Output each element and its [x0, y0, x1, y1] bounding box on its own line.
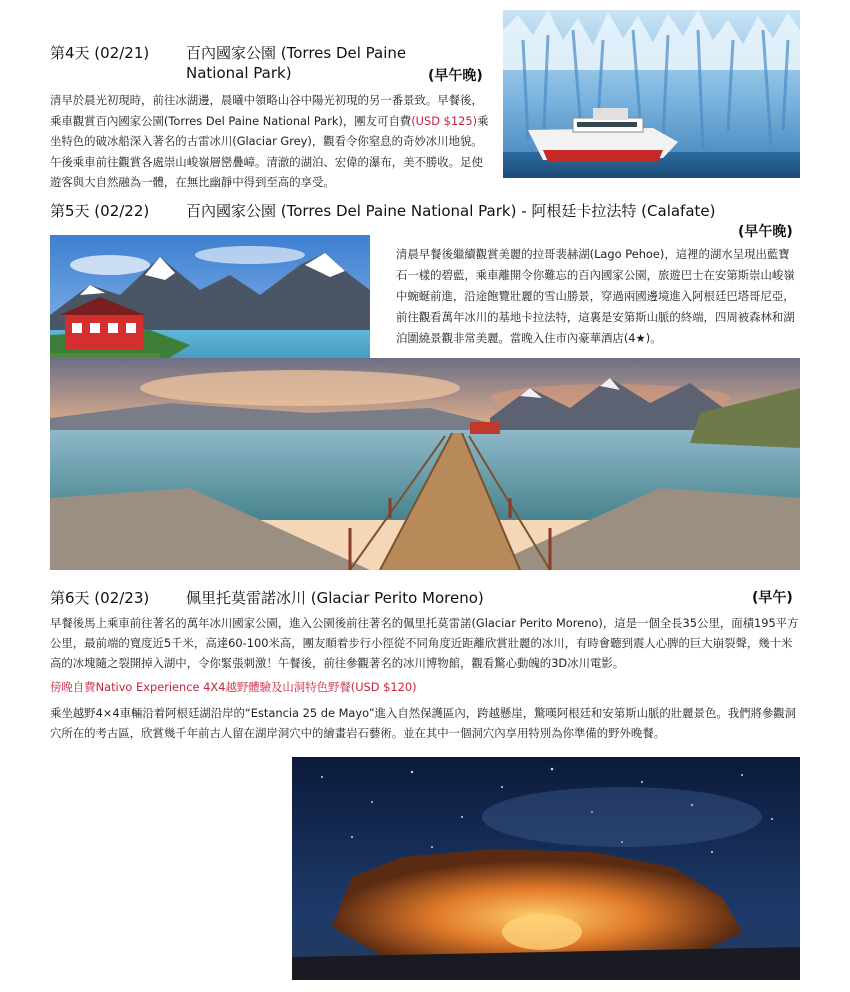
- day6-optional-activity: 傍晚自費Nativo Experience 4X4越野體驗及山洞特色野餐(USD $120): [50, 680, 417, 694]
- day4-description: [50, 90, 490, 193]
- day4-title-line2: National Park): [186, 64, 292, 82]
- day6-activity-description: 乘坐越野4×4車輛沿着阿根廷湖沿岸的“Estancia 25 de Mayo”進入自然保護區內，跨越懸崖，驚嘆阿根廷和安第斯山脈的壯麗景色。我們將參觀洞穴所在的考古區，欣賞幾千年前古人留在湖岸洞穴中的繪畫岩石藝術。並在其中一個洞穴內享用特別為你準備的野外晚餐。: [50, 706, 797, 741]
- day5-title: 百內國家公園 (Torres Del Paine National Park) - 阿根廷卡拉法特 (Calafate): [186, 202, 716, 220]
- day4-title-line1: 百內國家公園 (Torres Del Paine: [186, 44, 407, 62]
- glacier-boat-photo: [503, 10, 800, 178]
- day4-label: 第4天 (02/21): [50, 44, 150, 62]
- night-cave-dinner-photo: [292, 757, 800, 980]
- day6-title: 佩里托莫雷諾冰川 (Glaciar Perito Moreno): [186, 589, 484, 607]
- day6-label: 第6天 (02/23): [50, 589, 150, 607]
- day5-label: 第5天 (02/22): [50, 202, 150, 220]
- day5-meals: (早午晚): [738, 224, 793, 240]
- day5-description: 清晨早餐後繼續觀賞美麗的拉哥裴赫湖(Lago Pehoe)，這裡的湖水呈現出藍寶石一樣的碧藍，乘車離開令你難忘的百內國家公園，旅遊巴士在安第斯崇山峻嶺中蜿蜒前進，沿途飽覽壯麗的雪山勝景，穿過兩國邊境進入阿根廷巴塔哥尼亞，前往觀看萬年冰川的基地卡拉法特，這裏是安第斯山脈的終端，四周被森林和湖泊圍繞景觀非常美麗。當晚入住市內豪華酒店(4★)。: [396, 247, 795, 345]
- day4-text-part2: 乘坐特色的破冰船深入著名的古雷冰川(Glaciar Grey)，觀看令你窒息的奇妙冰川地貌。午後乘車前往觀賞各處崇山峻嶺層巒疊嶂。清澈的湖泊、宏偉的瀑布，美不勝收。足使遊客與大自然融為一體，在無比幽靜中得到至高的享受。: [50, 113, 489, 189]
- day4-text-part1: 清早於晨光初現時，前往冰湖邊，晨曦中領略山谷中陽光初現的另一番景致。早餐後，乘車觀賞百內國家公園(Torres Del Paine National Park)，團友可自費: [50, 93, 483, 128]
- pier-panorama-photo: [50, 358, 800, 570]
- day4-meals: (早午晚): [428, 68, 483, 84]
- day6-meals: (早午): [752, 590, 793, 606]
- day6-description: 早餐後馬上乘車前往著名的萬年冰川國家公園，進入公園後前往著名的佩里托莫雷諾(Glaciar Perito Moreno)，這是一個全長35公里，面積195平方公里，最前端的寬度近5千米，高達60-100米高，團友順着步行小徑從不同角度近距離欣賞壯麗的冰川，有時會聽到震人心脾的巨大崩裂聲，幾十米高的冰塊隨之裂開掉入湖中，令你緊張刺激！午餐後，前往參觀著名的冰川博物館，觀看驚心動魄的3D冰川電影。: [50, 616, 799, 671]
- day4-optional-price: (USD $125): [411, 113, 478, 128]
